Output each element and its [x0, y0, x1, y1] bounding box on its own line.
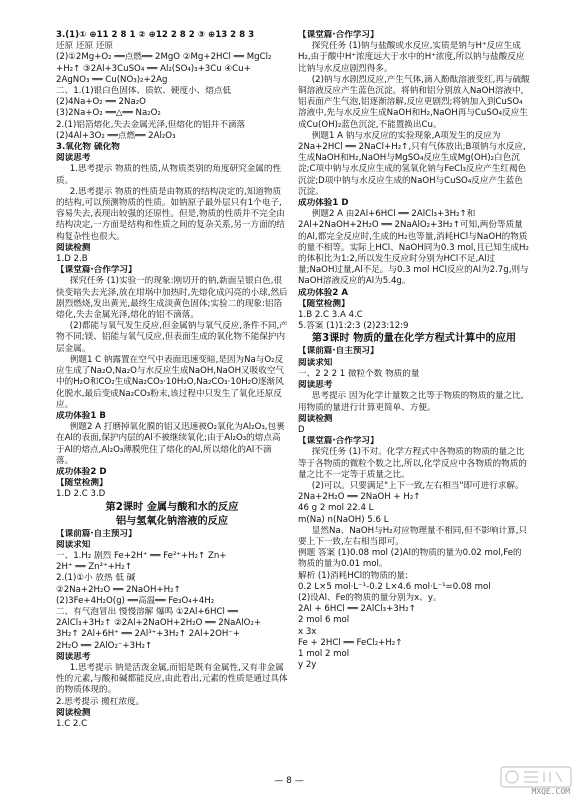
left-column-line: 2.(1)①小 放热 低 碱 [56, 573, 136, 584]
left-column-line: 3H₂↑ 2Al+6H⁺ ══ 2Al³⁺+3H₂↑ 2Al+2OH⁻+ [56, 629, 241, 640]
right-column-line: 46 g 2 mol 22.4 L [298, 503, 374, 514]
right-column-line: 2 mol 6 mol [298, 615, 350, 626]
right-column-line: (2)可以。只要满足"上下一致,左右相当"即可进行求解。 [311, 480, 524, 491]
left-column-line: (3)2Na+O₂ ══△══ Na₂O₂ [56, 108, 161, 119]
page-number: — 8 — [274, 776, 304, 786]
left-column-line: 阅读思考 [56, 153, 91, 164]
right-column-line: 5.答案 (1)1:2:3 (2)23:12:9 [298, 321, 409, 332]
left-column-line: 2AgNO₃ ══ Cu(NO₃)₂+2Ag [56, 74, 168, 85]
left-column-line: 第2课时 金属与酸和水的反应 [105, 501, 239, 513]
right-column-line: 成功体验2 A [298, 287, 348, 298]
right-column-line: 例题1 A 钠与水反应的实验现象,A项发生的反应为2Na+2HCl ══ 2NaCl+H₂↑,只有气体放出;B项钠与水反应,生成NaOH和H₂,NaOH与MgSO₄反应生成Mg(OH)₂白色沉淀;C项中钠与水反应生成的氢氧化钠与FeCl₃反应产生红褐色沉淀;D项中钠与水反应生成的NaOH与CuSO₄反应产生蓝色沉淀。 [298, 130, 527, 197]
left-column-line: 阅读求知 [56, 539, 91, 550]
left-column-line: 还原 还原 还原 [56, 41, 114, 52]
left-column-line: 2AlCl₃+3H₂↑ ②2Al+2NaOH+2H₂O ══ 2NaAlO₂+ [56, 618, 262, 629]
left-column-line: 1.D 2.C 3.D [56, 489, 106, 500]
left-column-line: 二、有气泡冒出 慢慢溶解 爆鸣 ①2Al+6HCl ══ [56, 606, 238, 617]
right-column [298, 30, 530, 671]
left-column-line: (2)①2Mg+O₂ ══点燃══ 2MgO ②Mg+2HCl ══ MgCl₂ [56, 52, 272, 63]
right-column-line: m(Na) n(NaOH) 5.6 L [298, 514, 389, 525]
left-column [56, 30, 288, 730]
right-column-line: 1 mol 2 mol [298, 648, 350, 659]
left-column-line: 例题2 A 打磨掉氧化膜的铝又迅速被O₂氧化为Al₂O₃,包裹在Al的表面,保护内层的Al不被继续氧化;由于Al₂O₃的熔点高于Al的熔点,Al₂O₃薄膜兜住了熔化的Al,所以熔化的Al不滴落。 [56, 422, 285, 466]
left-column-line: (2)4Na+O₂ ══ 2Na₂O [56, 97, 146, 108]
left-column-line: 2.(1)铝箔熔化,失去金属光泽,但熔化的铝并不滴落 [56, 119, 246, 130]
right-column-line: 【课堂篇·合作学习】 [298, 30, 379, 40]
left-column-line: 【课前篇·自主预习】 [56, 528, 137, 539]
right-column-line: y 2y [298, 660, 317, 671]
left-column-line: 阅读检测 [56, 707, 91, 718]
left-column-line: 1.C 2.C [56, 718, 88, 729]
right-column-line: 解析 (1)消耗HCl的物质的量: [298, 570, 408, 581]
left-column-line: 探究任务 (1)实验一的现象:刚切开的钠,新面呈银白色,很快变暗失去光泽,放在坩埚中加热时,先熔化成闪亮的小球,然后剧烈燃烧,发出黄光,最终生成淡黄色固体;实验二的现象:铝箔熔化,失去金属光泽,熔化的铝不滴落。 [56, 276, 288, 321]
left-column-line: (2)都能与氧气发生反应,但金属钠与氧气反应,条件不同,产物不同;镁、铝能与氧气反应,但表面生成的氧化物不能保护内层金属。 [56, 321, 288, 354]
right-column-line: 2Na+2H₂O ══ 2NaOH + H₂↑ [298, 492, 421, 503]
right-column-line: 2Al + 6HCl ══ 2AlCl₃+3H₂↑ [298, 604, 416, 615]
left-column-line: ②2Na+2H₂O ══ 2NaOH+H₂↑ [56, 584, 181, 595]
right-column-line: 0.2 L×5 mol·L⁻¹-0.2 L×4.6 mol·L⁻¹=0.08 mol [298, 581, 491, 592]
left-column-line: 2H₂O ══ 2AlO₂⁻+3H₂↑ [56, 640, 153, 651]
left-column-line: 1.思考提示 钠是活泼金属,而铝是既有金属性,又有非金属性的元素,与酸和碱都能反应,由此看出,元素的性质是通过具体的物质体现的。 [56, 662, 288, 696]
right-column-line: 【随堂检测】 [298, 298, 350, 309]
left-column-line: (2)4Al+3O₂ ══点燃══ 2Al₂O₃ [56, 130, 176, 141]
left-column-line: 2.思考提示 物质的性质是由物质的结构决定的,知道物质的结构,可以预测物质的性质。如钠原子最外层只有1个电子,容易失去,表现出较强的还原性。但是,物质的性质并不完全由结构决定,一方面是结构和性质之间的复杂关系,另一方面的结构复杂性也很大。 [56, 186, 285, 242]
right-column-line: 【课堂篇·合作学习】 [298, 436, 379, 447]
right-column-line: 阅读求知 [298, 357, 333, 368]
right-column-line: Fe + 2HCl ══ FeCl₂+H₂↑ [298, 637, 403, 648]
right-column-line: (2)钠与水剧烈反应,产生气体,滴入酚酞溶液变红,再与硫酸铜溶液反应产生蓝色沉淀。将钠和铝分别放入NaOH溶液中,铝表面产生气泡,铝逐渐溶解,反应更剧烈;将钠加入到CuSO₄溶液中,先与水反应生成NaOH和H₂,NaOH再与CuSO₄反应生成Cu(OH)₂蓝色沉淀,不能置换出Cu。 [298, 74, 530, 130]
left-column-line: 成功体验2 D [56, 466, 107, 477]
right-column-line: 例题2 A 由2Al+6HCl ══ 2AlCl₃+3H₂↑和2Al+2NaOH+2H₂O ══ 2NaAlO₂+3H₂↑可知,两份等质量的Al,都完全反应时,生成的H₂也等量,消耗HCl与NaOH的物质的量不相等。实际上HCl、NaOH同为0.3 mol,且已知生成H₂的体积比为1:2,所以发生反应时分别为HCl不足,Al过量;NaOH过量,Al不足。与0.3 mol HCl反应的Al为2.7g,则与NaOH溶液反应的Al为5.4g。 [298, 209, 529, 287]
right-column-line: 例题 答案 (1)0.08 mol (2)Al的物质的量为0.02 mol,Fe的物质的量为0.01 mol。 [298, 548, 522, 570]
left-column-line: 一、1.H₂ 剧烈 Fe+2H⁺ ══ Fe²⁺+H₂↑ Zn+ [56, 550, 227, 561]
right-column-line: 探究任务 (1)钠与盐酸或水反应,实质是钠与H⁺反应生成H₂,由于酸中H⁺浓度远大于水中的H⁺浓度,所以钠与盐酸反应比钠与水反应剧烈得多。 [298, 41, 525, 74]
right-column-line: 1.B 2.C 3.A 4.C [298, 310, 363, 321]
left-column-line: 3.氧化物 硫化物 [56, 142, 120, 153]
right-column-line: 显然Na、NaOH与H₂对应物理量不相同,但不影响计算,只要上下一致,左右相当即可。 [298, 525, 528, 547]
left-column-line: +H₂↑ ③2Al+3CuSO₄ ══ Al₂(SO₄)₃+3Cu ④Cu+ [56, 63, 251, 74]
left-column-line: 阅读思考 [56, 651, 91, 662]
left-column-line: 二、1.(1)银白色固体、质软、硬度小、熔点低 [56, 86, 232, 97]
left-column-line: 1.D 2.B [56, 254, 88, 265]
left-column-line: 1.思考提示 物质的性质,从物质类别的角度研究金属的性质。 [56, 164, 282, 186]
left-column-line: 2H⁺ ══ Zn²⁺+H₂↑ [56, 562, 132, 573]
right-column-line: 探究任务 (1)不对。化学方程式中各物质的物质的量之比等于各物质的微粒个数之比,所以,化学反应中各物质的物质的量之比不一定等于质量之比。 [298, 447, 527, 480]
right-column-line: 阅读检测 [298, 413, 333, 424]
right-column-line: (2)设Al、Fe的物质的量分别为x、y。 [298, 592, 442, 603]
right-column-line: 阅读思考 [298, 380, 333, 391]
watermark-url: MXQE.COM [531, 787, 570, 796]
right-column-line: 思考提示 因为化学计量数之比等于物质的物质的量之比,用物质的量进行计算更简单、方便。 [298, 391, 524, 413]
right-column-line: 【课前篇·自主预习】 [298, 346, 379, 357]
right-column-line: D [298, 424, 305, 435]
left-column-line: 阅读检测 [56, 242, 91, 253]
left-column-line: 例题1 C 钠露置在空气中表面迅速变暗,是因为Na与O₂反应生成了Na₂O,Na₂O与水反应生成NaOH,NaOH又吸收空气中的H₂O和CO₂生成Na₂CO₃·10H₂O,Na₂CO₃·10H₂O逐渐风化脱水,最后变成Na₂CO₃粉末,该过程中只发生了氧化还原反应。 [56, 354, 285, 410]
left-column-line: 2.思考提示 搬杠浓度。 [56, 696, 145, 707]
left-column-line: (2)3Fe+4H₂O(g) ══高温══ Fe₃O₄+4H₂ [56, 595, 215, 606]
left-column-line: 【随堂检测】 [56, 478, 108, 489]
left-column-line: 3.(1)① ⊕11 2 8 1 ② ⊕12 2 8 2 ③ ⊕13 2 8 3 [56, 30, 255, 40]
right-column-line: 第3课时 物质的量在化学方程式计算中的应用 [311, 333, 517, 345]
right-column-line: 成功体验1 D [298, 198, 349, 209]
left-column-line: 成功体验1 B [56, 410, 106, 421]
right-column-line: x 3x [298, 626, 317, 637]
left-column-line: 铝与氢氧化钠溶液的反应 [115, 515, 229, 527]
left-column-line: 【课堂篇·合作学习】 [56, 265, 137, 276]
right-column-line: 一、2 2 2 1 微粒个数 物质的量 [298, 368, 420, 379]
